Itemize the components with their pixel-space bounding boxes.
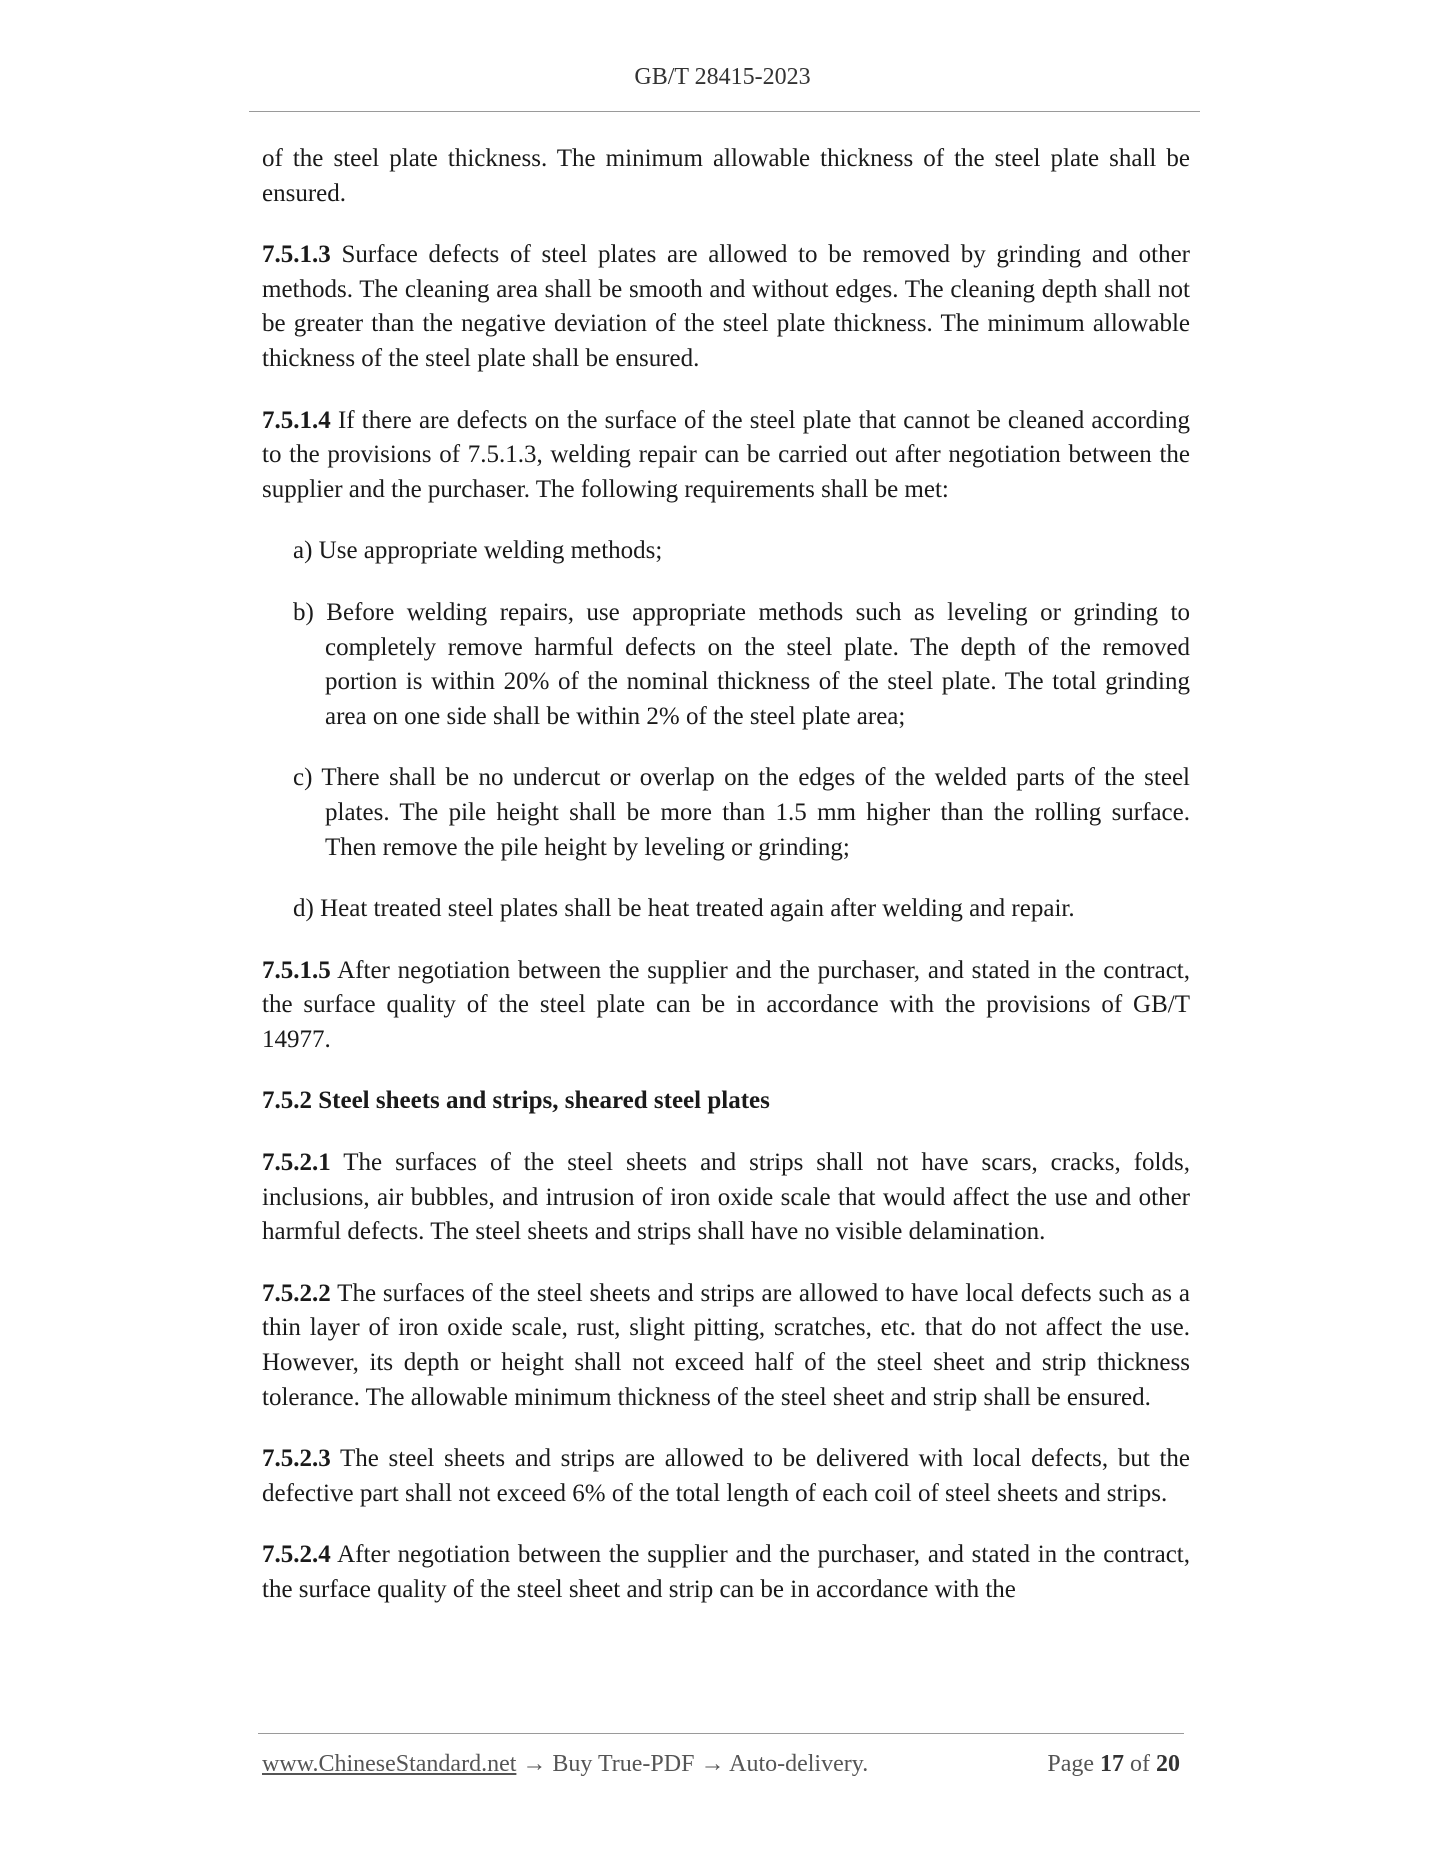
header-divider (249, 111, 1200, 112)
page-footer (262, 1751, 1180, 1778)
page-indicator (1047, 1751, 1180, 1778)
clause-7-5-1-5 (262, 954, 1190, 1058)
clause-number: 7.5.2.2 (262, 1279, 331, 1307)
clause-text: After negotiation between the supplier and the purchaser, and stated in the contract, the surface quality of the steel sheet and strip can be in accordance with the (262, 1541, 1190, 1603)
clause-text: Surface defects of steel plates are allowed to be removed by grinding and other methods. The cleaning area shall be smooth and without edges. The cleaning depth shall not be greater than the negative deviation of the steel plate thickness. The minimum allowable thickness of the steel plate shall be ensured. (262, 241, 1190, 372)
list-item-d: d) Heat treated steel plates shall be heat treated again after welding and repair. (293, 895, 1075, 923)
website-link[interactable]: www.ChineseStandard.net (262, 1751, 517, 1777)
page-number: 17 (1100, 1751, 1124, 1777)
page-label: Page (1047, 1751, 1094, 1777)
clause-text: The surfaces of the steel sheets and strips are allowed to have local defects such as a thin layer of iron oxide scale, rust, slight pitting, scratches, etc. that do not affect the use. However, its depth or height shall not exceed half of the steel sheet and strip thickness tolerance. The allowable minimum thickness of the steel sheet and strip shall be ensured. (262, 1279, 1190, 1411)
clause-number: 7.5.1.4 (262, 406, 331, 434)
clause-number: 7.5.2.1 (262, 1149, 331, 1177)
clause-text: The steel sheets and strips are allowed to be delivered with local defects, but the defective part shall not exceed 6% of the total length of each coil of steel sheets and strips. (262, 1445, 1190, 1507)
section-heading-7-5-2: 7.5.2 Steel sheets and strips, sheared steel plates (262, 1087, 770, 1115)
clause-7-5-2-4 (262, 1538, 1190, 1607)
clause-text: The surfaces of the steel sheets and strips shall not have scars, cracks, folds, inclusions, air bubbles, and intrusion of iron oxide scale that would affect the use and other harmful defects. The steel sheets and strips shall have no visible delamination. (262, 1149, 1190, 1246)
clause-text: If there are defects on the surface of the steel plate that cannot be cleaned according to the provisions of 7.5.1.3, welding repair can be carried out after negotiation between the supplier and the purchaser. The following requirements shall be met: (262, 406, 1190, 503)
footer-promo: → Buy True-PDF → Auto-delivery. (516, 1751, 869, 1777)
clause-text: After negotiation between the supplier and the purchaser, and stated in the contract, the surface quality of the steel plate can be in accordance with the provisions of GB/T 14977. (262, 956, 1190, 1053)
of-label: of (1130, 1751, 1150, 1777)
clause-7-5-2-2 (262, 1277, 1190, 1415)
paragraph-continued: of the steel plate thickness. The minimum allowable thickness of the steel plate shall be ensured. (262, 145, 1190, 207)
page-total: 20 (1156, 1751, 1180, 1777)
clause-7-5-2-1 (262, 1146, 1190, 1250)
footer-divider (258, 1733, 1184, 1734)
list-item-b: b) Before welding repairs, use appropriate methods such as leveling or grinding to completely remove harmful defects on the steel plate. The depth of the removed portion is within 20% of the nominal thickness of the steel plate. The total grinding area on one side shall be within 2% of the steel plate area; (293, 598, 1190, 730)
document-header (0, 64, 1445, 91)
clause-7-5-1-3 (262, 238, 1190, 376)
clause-number: 7.5.2.3 (262, 1445, 331, 1473)
list-item-a: a) Use appropriate welding methods; (293, 537, 663, 565)
clause-number: 7.5.2.4 (262, 1541, 331, 1569)
clause-number: 7.5.1.5 (262, 956, 331, 984)
clause-7-5-2-3 (262, 1442, 1190, 1511)
clause-number: 7.5.1.3 (262, 241, 331, 269)
page-content (262, 142, 1190, 1635)
document-id: GB/T 28415-2023 (634, 64, 811, 90)
list-item-c: c) There shall be no undercut or overlap on the edges of the welded parts of the steel plates. The pile height shall be more than 1.5 mm higher than the rolling surface. Then remove the pile height by leveling or grinding; (293, 764, 1190, 861)
clause-7-5-1-4 (262, 404, 1190, 508)
